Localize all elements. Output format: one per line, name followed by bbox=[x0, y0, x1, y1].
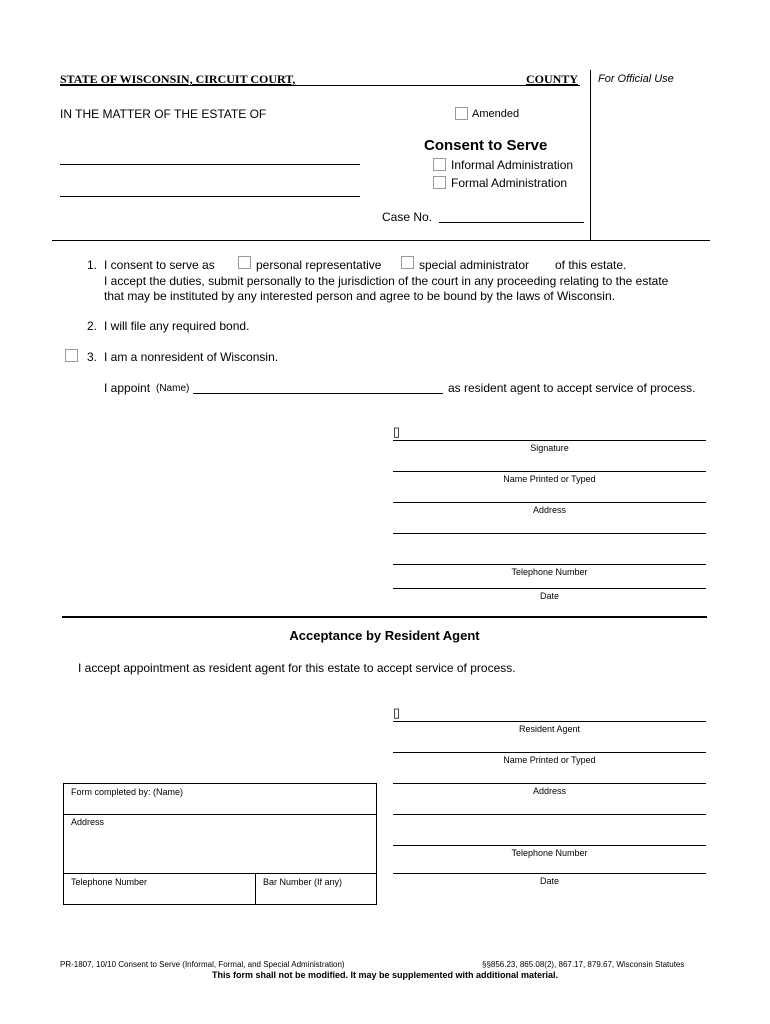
special-administrator-label: special administrator bbox=[419, 258, 530, 272]
name-printed-label: Name Printed or Typed bbox=[503, 474, 596, 484]
estate-name-line-2[interactable] bbox=[60, 196, 360, 197]
agent-address-line-2[interactable] bbox=[393, 814, 706, 815]
bar-number-label: Bar Number (If any) bbox=[263, 877, 343, 887]
completed-by-address-label: Address bbox=[71, 817, 105, 827]
item-2-number: 2. bbox=[87, 319, 98, 333]
formal-administration-checkbox[interactable] bbox=[433, 176, 446, 189]
item-2-text: I will file any required bond. bbox=[104, 319, 250, 333]
item-1-line-2: I accept the duties, submit personally to the jurisdiction of the court in any proceeding relating to the estate bbox=[104, 274, 669, 288]
item-1-tail: of this estate. bbox=[555, 258, 627, 272]
form-title: Consent to Serve bbox=[424, 137, 548, 154]
nonresident-checkbox[interactable] bbox=[65, 349, 78, 362]
agent-address-line[interactable] bbox=[393, 783, 706, 784]
appoint-lead: I appoint bbox=[104, 381, 151, 395]
official-use-divider bbox=[590, 70, 591, 240]
signature-line[interactable] bbox=[393, 440, 706, 441]
resident-agent-name-field[interactable] bbox=[193, 393, 443, 394]
agent-date-label: Date bbox=[539, 876, 559, 886]
agent-name-printed-label: Name Printed or Typed bbox=[503, 755, 596, 765]
appoint-name-label: (Name) bbox=[156, 383, 190, 394]
completed-by-telephone-cell[interactable] bbox=[63, 873, 256, 905]
completed-by-name-label: Form completed by: (Name) bbox=[71, 787, 184, 797]
amended-label: Amended bbox=[472, 108, 520, 120]
signature-mark-icon: ▯ bbox=[393, 424, 401, 439]
resident-agent-signature-line[interactable] bbox=[393, 721, 706, 722]
address-label: Address bbox=[532, 505, 567, 515]
personal-representative-label: personal representative bbox=[256, 258, 382, 272]
completed-by-name-cell[interactable] bbox=[63, 783, 377, 815]
agent-date-line[interactable] bbox=[393, 873, 706, 874]
signature-label: Signature bbox=[530, 443, 569, 453]
completed-by-telephone-label: Telephone Number bbox=[71, 877, 148, 887]
estate-name-line-1[interactable] bbox=[60, 164, 360, 165]
modification-notice: This form shall not be modified. It may be supplemented with additional material. bbox=[211, 970, 559, 980]
completed-by-address-cell[interactable] bbox=[63, 814, 377, 874]
special-administrator-checkbox[interactable] bbox=[401, 256, 414, 269]
agent-telephone-line[interactable] bbox=[393, 845, 706, 846]
court-county-line[interactable] bbox=[60, 85, 580, 86]
date-line[interactable] bbox=[393, 588, 706, 589]
form-id: PR-1807, 10/10 Consent to Serve (Informal, Formal, and Special Administration) bbox=[60, 960, 345, 969]
section-divider bbox=[62, 616, 707, 618]
item-1-lead: I consent to serve as bbox=[104, 258, 215, 272]
name-printed-line[interactable] bbox=[393, 471, 706, 472]
address-line[interactable] bbox=[393, 502, 706, 503]
amended-checkbox[interactable] bbox=[455, 107, 468, 120]
informal-administration-checkbox[interactable] bbox=[433, 158, 446, 171]
agent-address-label: Address bbox=[532, 786, 567, 796]
header-divider bbox=[52, 240, 710, 241]
item-3-text: I am a nonresident of Wisconsin. bbox=[104, 350, 279, 364]
item-3-number: 3. bbox=[87, 350, 98, 364]
item-1-number: 1. bbox=[87, 258, 98, 272]
appoint-tail: as resident agent to accept service of process. bbox=[448, 381, 696, 395]
date-label: Date bbox=[539, 591, 559, 601]
county-label: COUNTY bbox=[526, 72, 579, 86]
resident-agent-label: Resident Agent bbox=[518, 724, 581, 734]
personal-representative-checkbox[interactable] bbox=[238, 256, 251, 269]
case-no-label: Case No. bbox=[382, 210, 433, 224]
estate-of-label: IN THE MATTER OF THE ESTATE OF bbox=[60, 107, 267, 121]
statutes-reference: §§856.23, 865.08(2), 867.17, 879.67, Wisconsin Statutes bbox=[482, 960, 685, 969]
formal-administration-label: Formal Administration bbox=[451, 176, 568, 190]
telephone-line[interactable] bbox=[393, 564, 706, 565]
agent-name-printed-line[interactable] bbox=[393, 752, 706, 753]
informal-administration-label: Informal Administration bbox=[451, 158, 574, 172]
address-line-2[interactable] bbox=[393, 533, 706, 534]
official-use-label: For Official Use bbox=[598, 73, 674, 85]
bar-number-cell[interactable] bbox=[255, 873, 377, 905]
agent-telephone-label: Telephone Number bbox=[511, 848, 588, 858]
state-court-heading: STATE OF WISCONSIN, CIRCUIT COURT, bbox=[60, 72, 296, 86]
item-1-line-3: that may be instituted by any interested person and agree to be bound by the laws of Wisconsin. bbox=[104, 289, 615, 303]
acceptance-statement: I accept appointment as resident agent for this estate to accept service of process. bbox=[78, 661, 516, 675]
agent-signature-mark-icon: ▯ bbox=[393, 705, 401, 720]
case-no-field[interactable] bbox=[439, 222, 584, 223]
acceptance-title: Acceptance by Resident Agent bbox=[289, 628, 480, 643]
telephone-label: Telephone Number bbox=[511, 567, 588, 577]
